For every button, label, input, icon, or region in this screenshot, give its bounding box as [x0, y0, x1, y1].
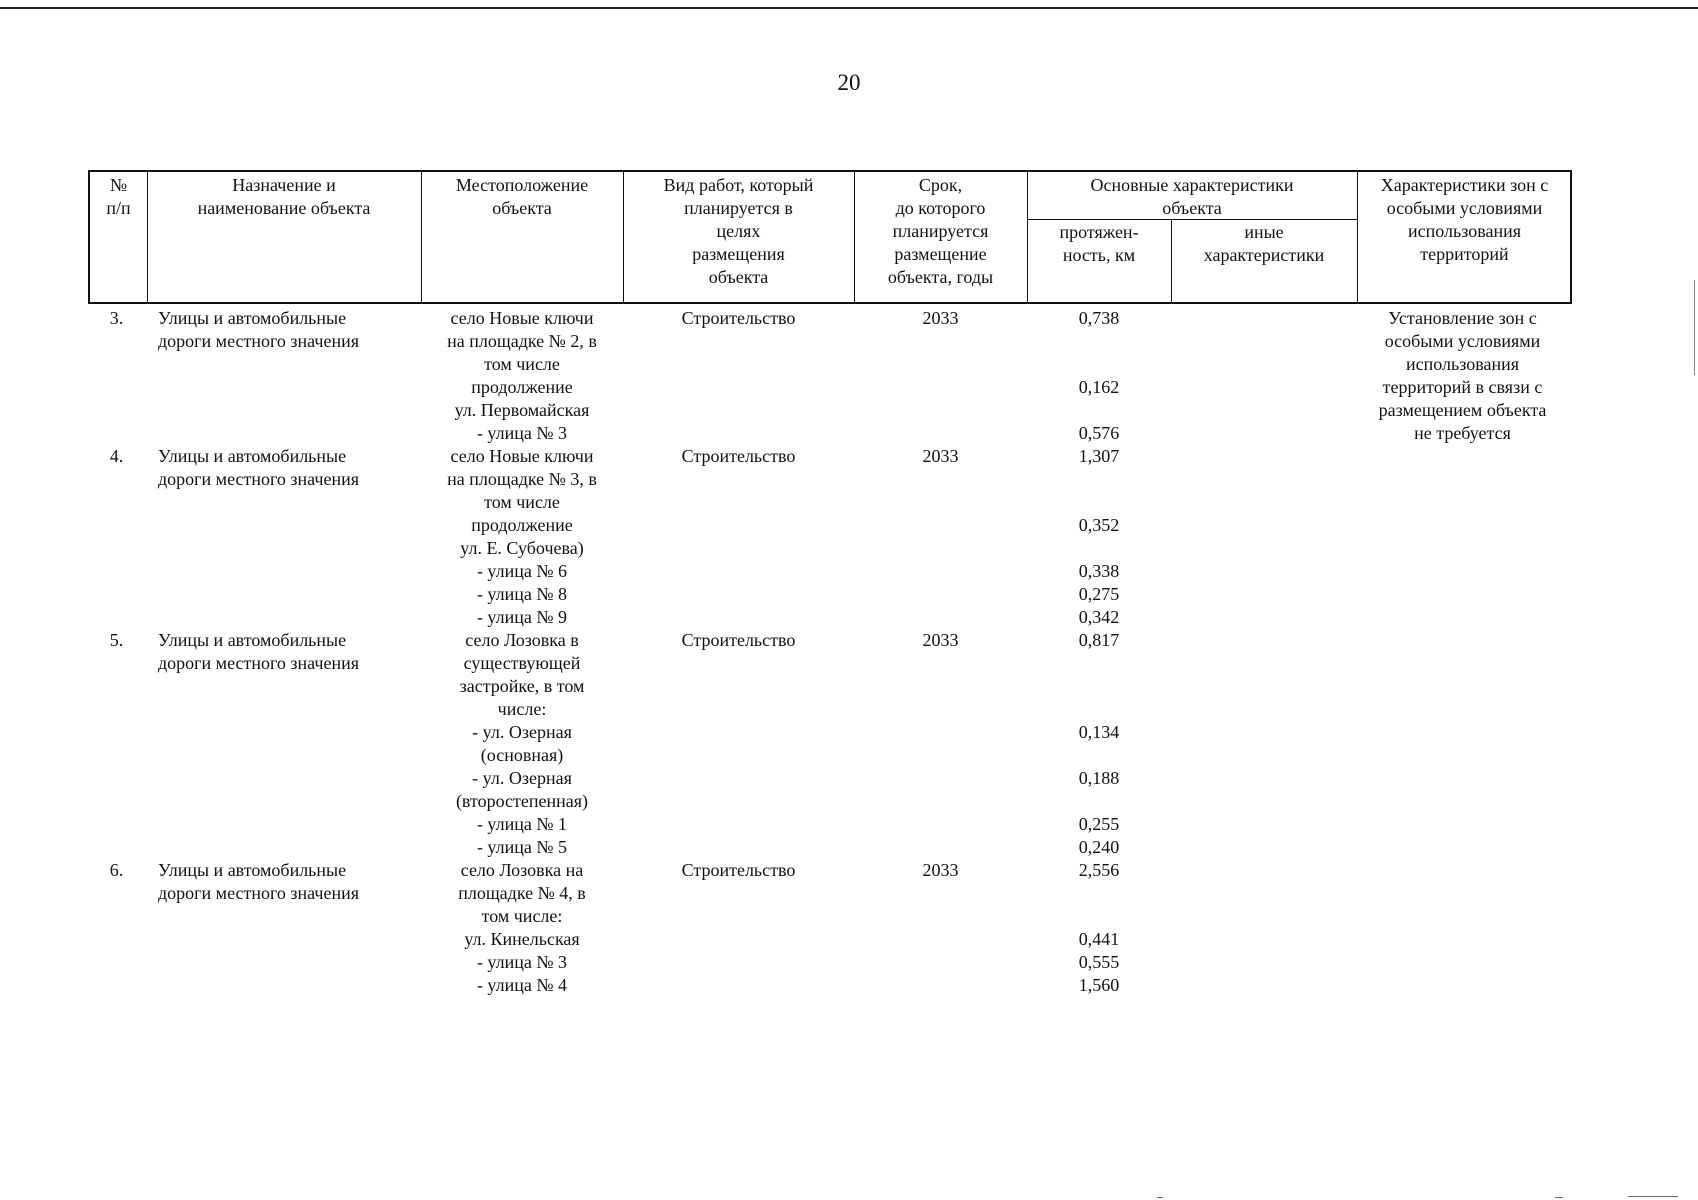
object-location: село Лозовка в существующей застройке, в том числе: - ул. Озерная (основная) - ул. Озерная (второстепенная) - улица № 1 - улица № 5 [455, 630, 589, 857]
term-year: 2033 [922, 630, 959, 650]
scan-edge-line [0, 7, 1698, 9]
scan-artifact [1555, 1197, 1563, 1198]
scan-artifact [1628, 1196, 1678, 1197]
row-number: 6. [109, 860, 124, 880]
length-values: 0,738 0,162 0,576 [1078, 308, 1120, 443]
term-year: 2033 [922, 860, 959, 880]
row-number: 3. [109, 308, 124, 328]
scan-margin-line [1694, 280, 1695, 375]
object-name: Улицы и автомобильные дороги местного значения [158, 860, 360, 903]
header-length: протяжен- ность, км [1059, 222, 1139, 265]
header-main-characteristics: Основные характеристики объекта [1090, 175, 1294, 218]
header-work-type: Вид работ, который планируется в целях размещения объекта [663, 175, 814, 287]
header-location: Местоположение объекта [455, 175, 589, 218]
header-num: № п/п [106, 175, 131, 218]
header-name: Назначение и наименование объекта [197, 175, 371, 218]
work-type: Строительство [681, 446, 796, 466]
header-zones: Характеристики зон с особыми условиями использования территорий [1380, 175, 1549, 264]
row-number: 5. [109, 630, 124, 650]
scan-artifact [1157, 1197, 1163, 1198]
zone-conditions: Установление зон с особыми условиями использования территорий в связи с размещением объекта не требуется [1378, 308, 1547, 443]
length-values: 0,817 0,134 0,188 0,255 0,240 [1078, 630, 1120, 857]
length-values: 1,307 0,352 0,338 0,275 0,342 [1078, 446, 1120, 627]
object-location: село Новые ключи на площадке № 2, в том числе продолжение ул. Первомайская - улица № 3 [447, 308, 597, 443]
length-values: 2,556 0,441 0,555 1,560 [1078, 860, 1120, 995]
term-year: 2033 [922, 308, 959, 328]
header-other-characteristics: иные характеристики [1203, 222, 1325, 265]
work-type: Строительство [681, 630, 796, 650]
object-name: Улицы и автомобильные дороги местного значения [158, 630, 360, 673]
object-name: Улицы и автомобильные дороги местного значения [158, 308, 360, 351]
work-type: Строительство [681, 860, 796, 880]
term-year: 2033 [922, 446, 959, 466]
object-location: село Лозовка на площадке № 4, в том числе: ул. Кинельская - улица № 3 - улица № 4 [458, 860, 586, 995]
object-location: село Новые ключи на площадке № 3, в том числе продолжение ул. Е. Субочева) - улица № 6 - улица № 8 - улица № 9 [447, 446, 597, 627]
row-number: 4. [109, 446, 124, 466]
page-number: 20 [837, 70, 861, 95]
work-type: Строительство [681, 308, 796, 328]
table-header [88, 170, 1572, 304]
object-name: Улицы и автомобильные дороги местного значения [158, 446, 360, 489]
header-term: Срок, до которого планируется размещение объекта, годы [887, 175, 994, 287]
